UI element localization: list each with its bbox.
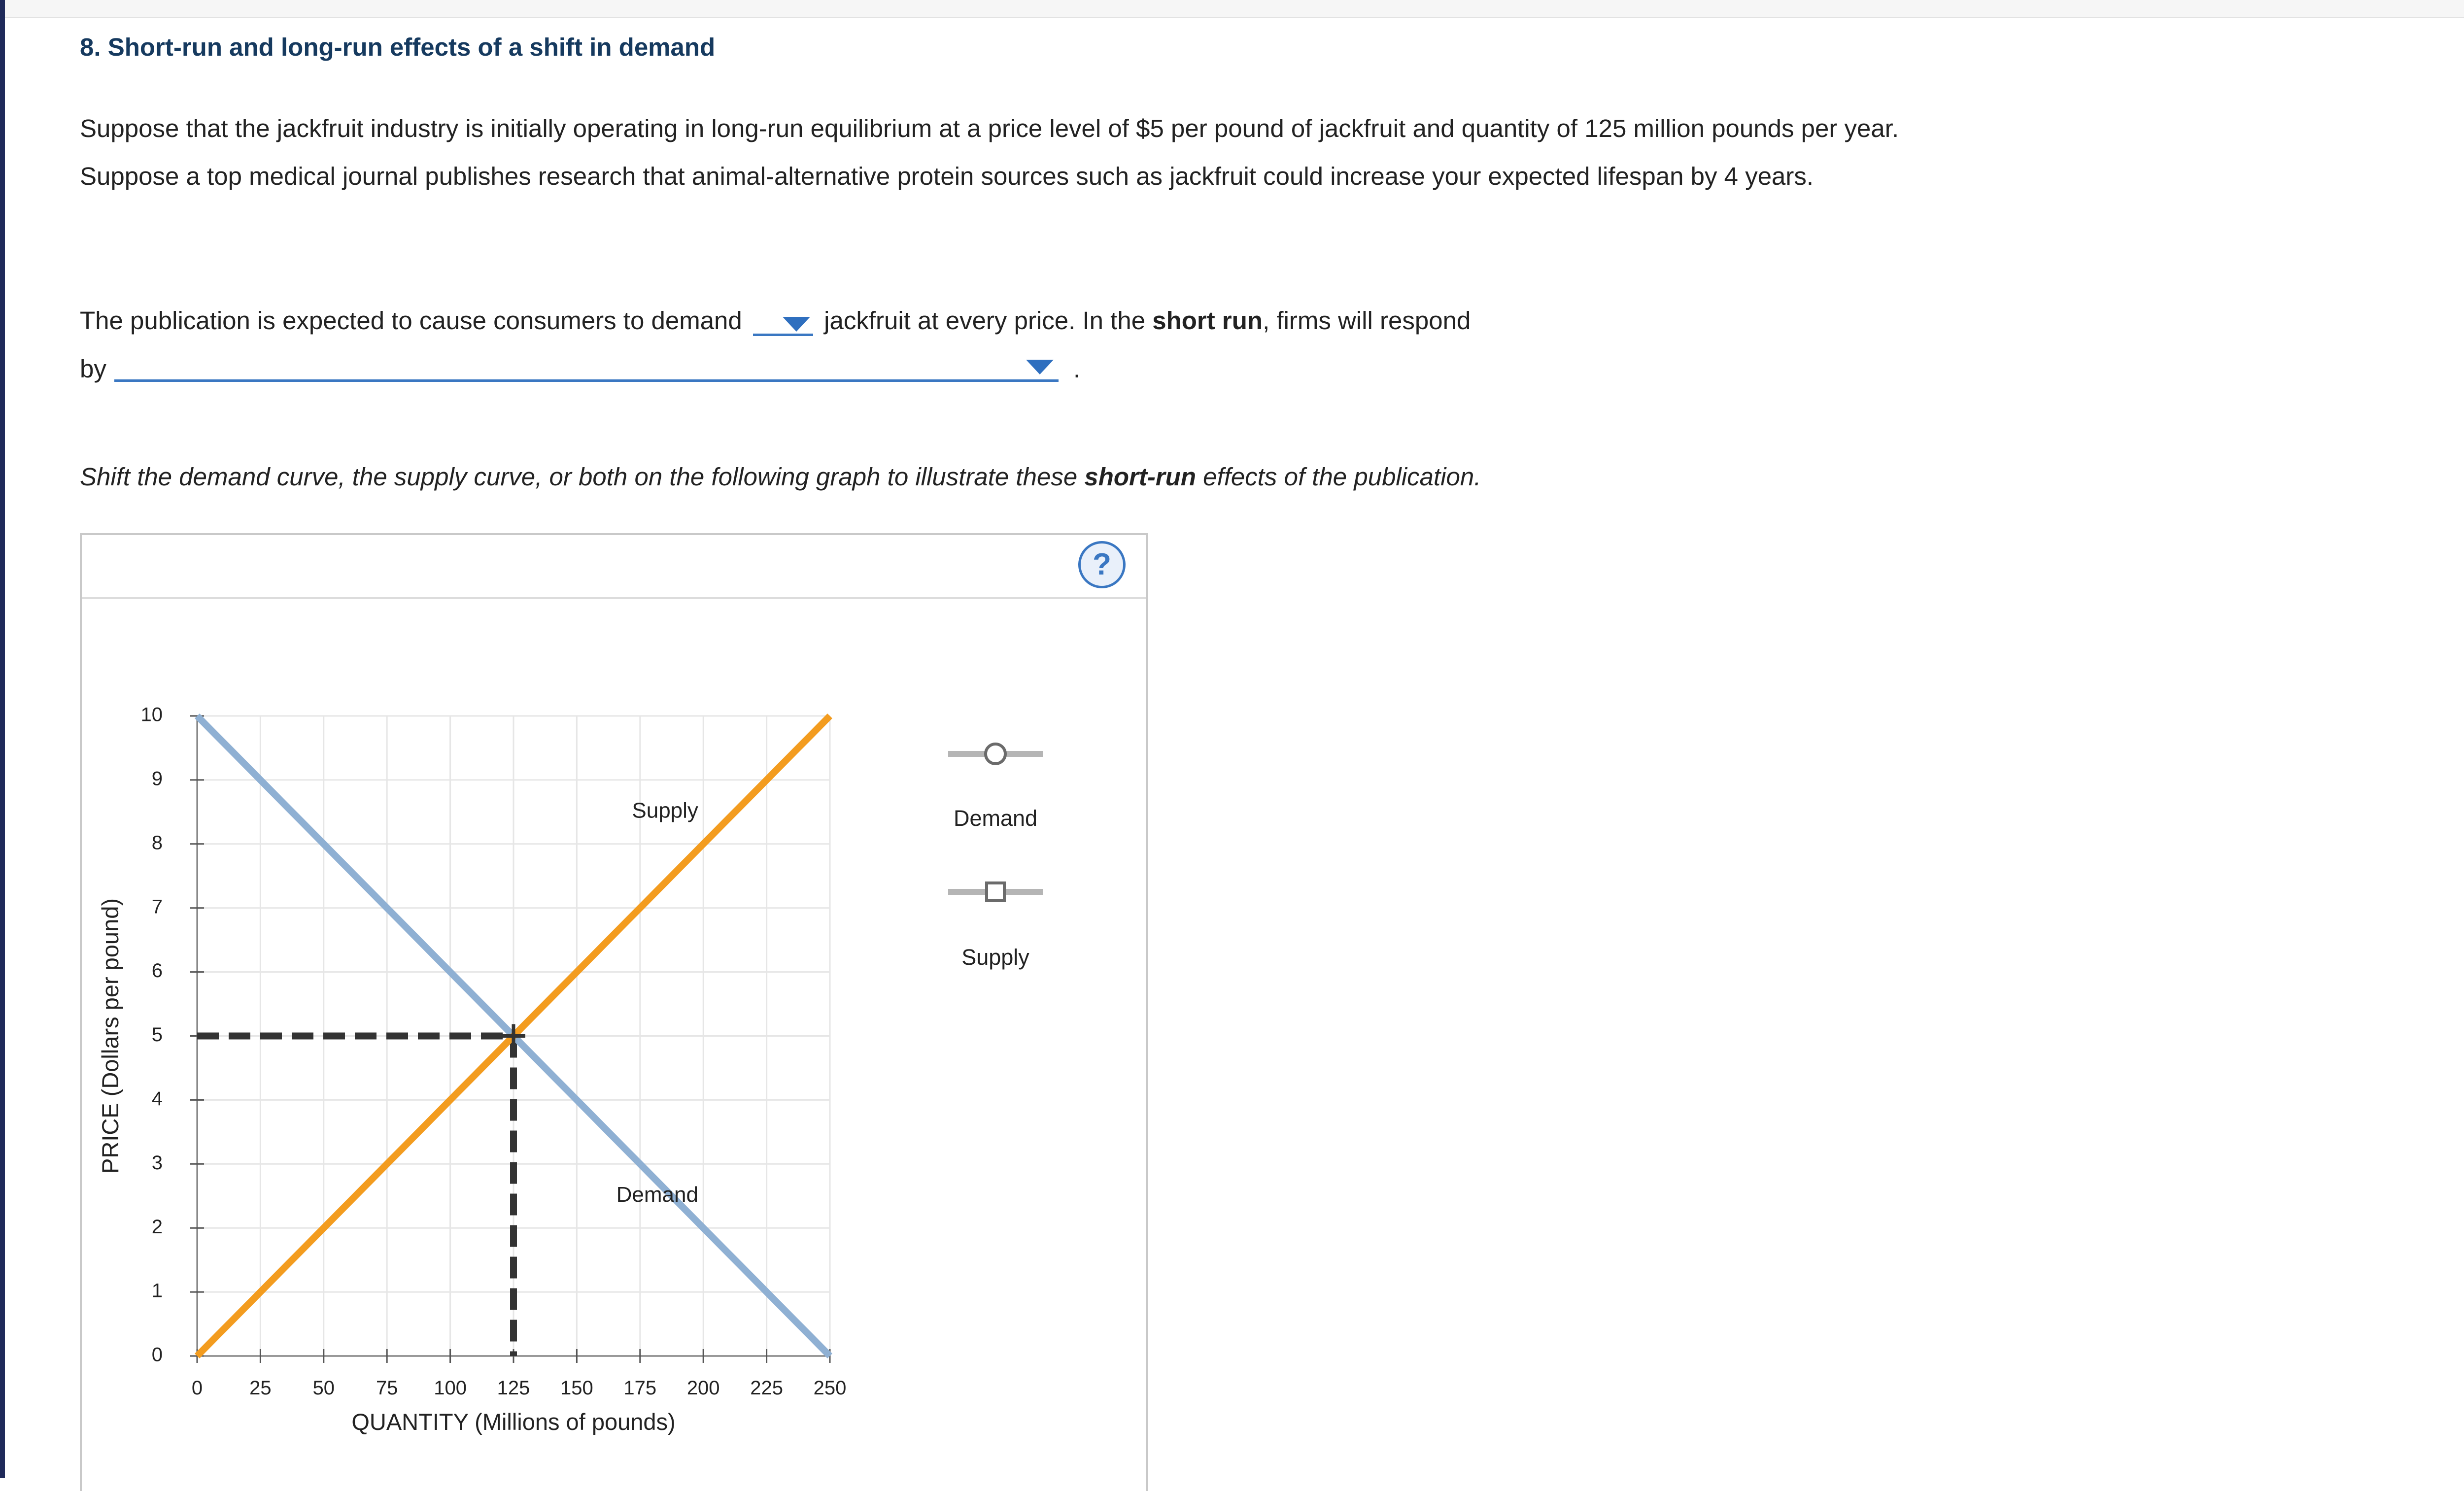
x-tick-label: 225: [750, 1377, 783, 1399]
y-tick-label: 7: [151, 896, 163, 918]
question-text-part1: The publication is expected to cause consumers to demand: [80, 306, 742, 335]
x-tick-label: 0: [191, 1377, 203, 1399]
demand-curve-label: Demand: [616, 1182, 698, 1207]
supply-tool-label: Supply: [961, 945, 1029, 970]
question-paragraph: Suppose that the jackfruit industry is initially operating in long-run equilibrium at a price level of $5 per pound of jackfruit and quantity of 125 million pounds per year. Suppose a top medical journal publishes research that animal-alternative protein sources such as jackfruit could increase your expected lifespan by 4 years.: [80, 114, 1899, 190]
circle-handle-icon[interactable]: [986, 744, 1005, 764]
x-tick-label: 200: [686, 1377, 720, 1399]
y-tick-label: 8: [151, 832, 163, 854]
question-text-bold: short run: [1152, 306, 1263, 335]
question-text-part3: , firms will respond: [1263, 306, 1471, 335]
question-by-label: by: [80, 355, 106, 383]
x-axis-label: QUANTITY (Millions of pounds): [351, 1409, 676, 1435]
y-tick-label: 3: [151, 1152, 163, 1174]
x-tick-label: 125: [497, 1377, 530, 1399]
instruction-text-bold: short-run: [1084, 463, 1196, 491]
instruction-text-b: effects of the publication.: [1196, 463, 1481, 491]
x-tick-label: 100: [434, 1377, 467, 1399]
x-tick-label: 25: [249, 1377, 272, 1399]
question-title: 8. Short-run and long-run effects of a shift in demand: [80, 33, 716, 61]
y-axis-label: PRICE (Dollars per pound): [97, 898, 123, 1174]
y-tick-label: 1: [151, 1280, 163, 1302]
question-end-period: .: [1073, 355, 1081, 383]
y-tick-label: 2: [151, 1216, 163, 1238]
x-tick-label: 150: [560, 1377, 593, 1399]
y-tick-label: 5: [151, 1024, 163, 1046]
square-handle-icon[interactable]: [987, 883, 1004, 901]
x-tick-label: 175: [623, 1377, 657, 1399]
help-icon[interactable]: ?: [1078, 541, 1126, 588]
y-tick-label: 10: [140, 704, 163, 726]
demand-tool-label: Demand: [953, 806, 1038, 831]
x-tick-label: 250: [813, 1377, 847, 1399]
question-text-part2: jackfruit at every price. In the: [824, 306, 1146, 335]
y-tick-label: 0: [151, 1344, 163, 1366]
instruction-text-a: Shift the demand curve, the supply curve, or both on the following graph to illustrate these: [80, 463, 1085, 491]
y-tick-label: 9: [151, 768, 163, 790]
supply-curve-label: Supply: [632, 798, 698, 823]
y-tick-label: 4: [151, 1087, 163, 1110]
x-tick-label: 50: [312, 1377, 335, 1399]
y-tick-label: 6: [151, 960, 163, 982]
x-tick-label: 75: [376, 1377, 398, 1399]
